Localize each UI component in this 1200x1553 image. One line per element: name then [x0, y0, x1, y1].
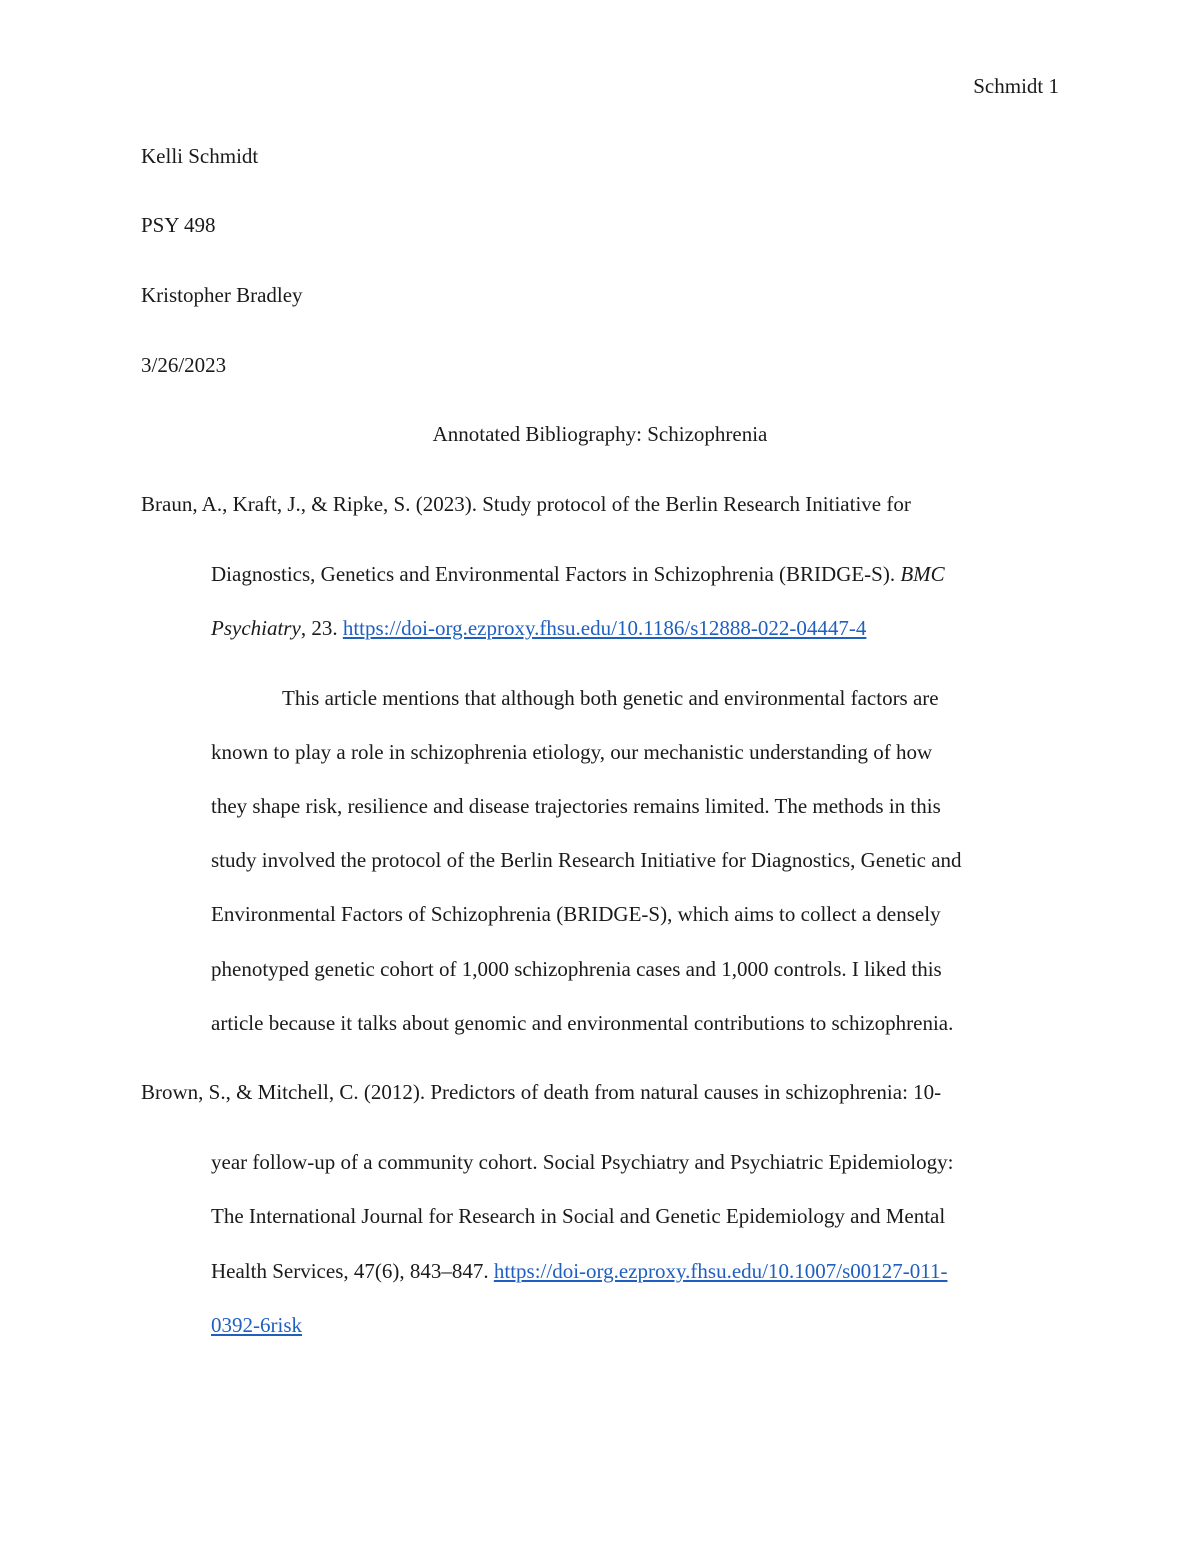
- annotation-line: Environmental Factors of Schizophrenia (BRIDGE-S), which aims to collect a densely: [211, 902, 941, 926]
- doi-link[interactable]: https://doi-org.ezproxy.fhsu.edu/10.1007/s00127-011-: [493, 1259, 948, 1283]
- journal-name: Psychiatry: [211, 616, 301, 640]
- citation-line: Brown, S., & Mitchell, C. (2012). Predictors of death from natural causes in schizophrenia: 10-: [141, 1080, 942, 1104]
- annotation-line: they shape risk, resilience and disease trajectories remains limited. The methods in this: [211, 794, 941, 818]
- course-name: PSY 498: [141, 213, 216, 237]
- annotation-line: known to play a role in schizophrenia etiology, our mechanistic understanding of how: [211, 740, 933, 764]
- doi-link-continued[interactable]: 0392-6risk: [211, 1313, 302, 1337]
- journal-name: BMC: [900, 562, 945, 586]
- annotation-line: This article mentions that although both genetic and environmental factors are: [282, 686, 939, 710]
- instructor-name: Kristopher Bradley: [141, 283, 303, 307]
- document-title: Annotated Bibliography: Schizophrenia: [432, 422, 768, 446]
- citation-text: Diagnostics, Genetics and Environmental Factors in Schizophrenia (BRIDGE-S).: [211, 562, 901, 586]
- citation-line: [211, 615, 866, 641]
- citation-text: Health Services, 47(6), 843–847.: [211, 1259, 494, 1283]
- annotation-line: study involved the protocol of the Berlin Research Initiative for Diagnostics, Genetic and: [211, 848, 962, 872]
- citation-line: Braun, A., Kraft, J., & Ripke, S. (2023). Study protocol of the Berlin Research Initiative for: [141, 492, 911, 516]
- running-head: Schmidt 1: [973, 74, 1059, 98]
- citation-line: year follow-up of a community cohort. Social Psychiatry and Psychiatric Epidemiology:: [211, 1150, 954, 1174]
- student-name: Kelli Schmidt: [141, 144, 259, 168]
- annotation-line: article because it talks about genomic and environmental contributions to schizophrenia.: [211, 1011, 954, 1035]
- document-date: 3/26/2023: [141, 353, 227, 377]
- citation-text: , 23.: [300, 616, 343, 640]
- citation-line: [211, 1312, 302, 1338]
- annotation-line: phenotyped genetic cohort of 1,000 schizophrenia cases and 1,000 controls. I liked this: [211, 957, 942, 981]
- doi-link[interactable]: https://doi-org.ezproxy.fhsu.edu/10.1186/s12888-022-04447-4: [342, 616, 867, 640]
- citation-line: The International Journal for Research in Social and Genetic Epidemiology and Mental: [211, 1204, 946, 1228]
- citation-line: [211, 1258, 947, 1284]
- citation-line: [211, 561, 945, 587]
